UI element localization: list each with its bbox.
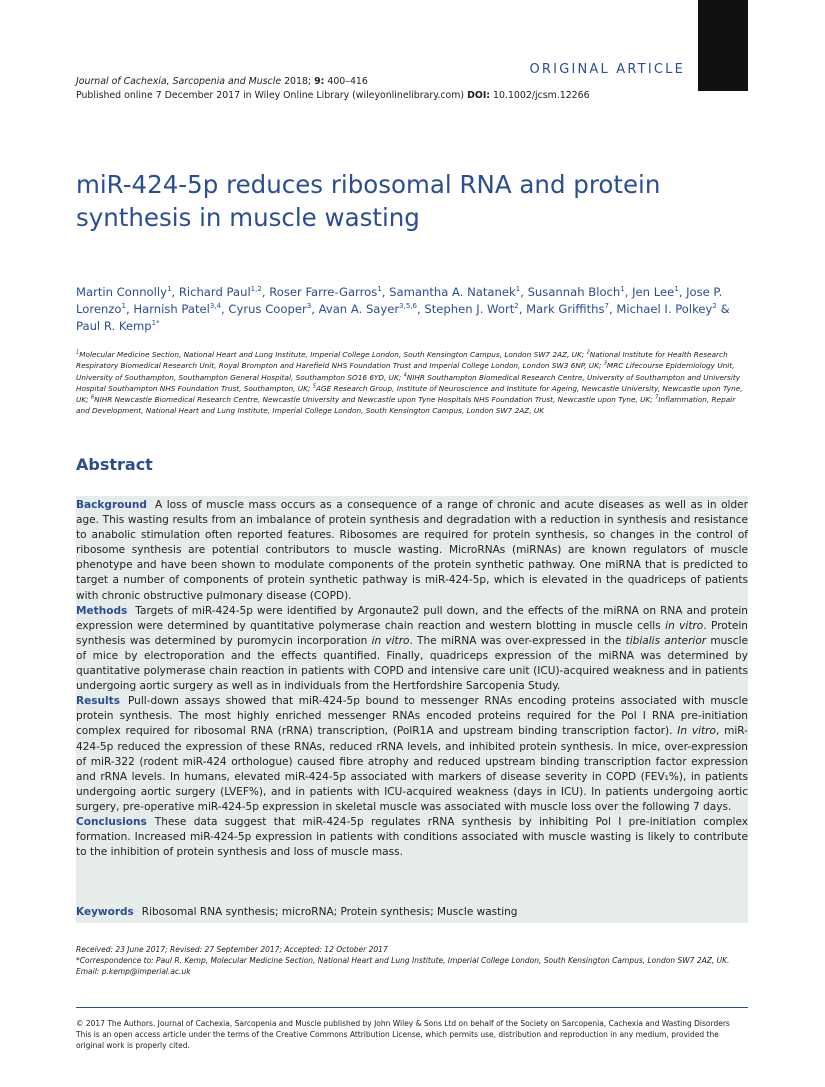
methods-invitro-2: in vitro xyxy=(371,634,410,647)
methods-tibialis: tibialis anterior xyxy=(625,634,707,647)
results-invitro: In vitro xyxy=(677,725,716,738)
author-name[interactable]: Stephen J. Wort$^2$ xyxy=(424,302,519,316)
author-affiliation-ref: 1,2 xyxy=(250,285,262,294)
journal-year: 2018; xyxy=(284,76,312,87)
methods-text-2: . Protein synthesis was determined by puromycin incorporation xyxy=(76,619,748,647)
corner-tab xyxy=(698,0,748,91)
affiliation-item: $^6$NIHR Newcastle Biomedical Research Centre, Newcastle University and Newcastle upon Tyne Hospitals NHS Foundation Trust, Newcastle upon Tyne, UK; xyxy=(90,394,653,405)
author-name[interactable]: Samantha A. Natanek$^1$ xyxy=(389,285,521,299)
author-name[interactable]: Harnish Patel$^{3,4}$ xyxy=(133,302,222,316)
author-affiliation-ref: 1 xyxy=(674,285,679,294)
abstract-heading: Abstract xyxy=(76,455,153,474)
results-text-1: Pull-down assays showed that miR-424-5p bound to messenger RNAs encoding proteins associated with muscle protein synthesis. The most highly enriched messenger RNAs encoded proteins required for the Pol I RNA pre-initiation complex required for ribosomal RNA (rRNA) transcription, (PolR1A and upstream binding transcription factor). xyxy=(76,695,748,738)
methods-label: Methods xyxy=(76,604,128,617)
author-affiliation-ref: 1 xyxy=(515,285,521,294)
author-name[interactable]: Mark Griffiths$^7$ xyxy=(526,302,609,316)
article-type-label: ORIGINAL ARTICLE xyxy=(529,62,685,77)
author-name[interactable]: Roser Farre-Garros$^1$ xyxy=(269,285,382,299)
background-text: A loss of muscle mass occurs as a consequence of a range of chronic and acute diseases as well as in older age. This wasting results from an imbalance of protein synthesis and degradation with a reduction in synthesis and resistance to anabolic stimulation often reported features. Ribosomes are required for protein synthesis, so changes in the control of ribosome synthesis are potential contributors to muscle wasting. MicroRNAs (miRNAs) are known regulators of muscle phenotype and have been shown to modulate components of the protein synthetic pathway. One miRNA that is predicted to target a number of components of protein synthetic pathway is miR-424-5p, which is elevated in the quadriceps of patients with chronic obstructive pulmonary disease (COPD). xyxy=(76,499,748,602)
conclusions-label: Conclusions xyxy=(76,815,147,828)
keywords-text: Ribosomal RNA synthesis; microRNA; Protein synthesis; Muscle wasting xyxy=(141,906,518,918)
author-affiliation-ref: 1 xyxy=(620,285,625,294)
author-name[interactable]: Cyrus Cooper$^3$ xyxy=(228,302,312,316)
affiliation-item: $^5$AGE Research Group, Institute of Neuroscience and Institute for Ageing, Newcastle University, Newcastle upon Tyne, UK; xyxy=(76,383,743,405)
keywords xyxy=(76,906,748,918)
author-affiliation-ref: 1 xyxy=(121,302,126,311)
author-affiliation-ref: 3 xyxy=(306,302,312,311)
methods-invitro-1: in vitro xyxy=(665,619,704,632)
journal-name: Journal of Cachexia, Sarcopenia and Muscle xyxy=(76,76,282,87)
author-affiliation-ref: 2 xyxy=(514,302,519,311)
copyright-footer xyxy=(76,1018,748,1052)
conclusions-text: These data suggest that miR-424-5p regulates rRNA synthesis by inhibiting Pol I pre-initiation complex formation. Increased miR-424-5p expression in patients with conditions associated with muscle wasting is likely to contribute to the inhibition of protein synthesis and loss of muscle mass. xyxy=(76,815,748,859)
author-affiliation-ref: 1 xyxy=(166,285,172,294)
abstract-methods xyxy=(76,604,748,695)
author-name[interactable]: Michael I. Polkey$^2$ xyxy=(616,302,717,316)
received-info xyxy=(76,944,748,978)
background-label: Background xyxy=(76,499,147,511)
copyright-line: © 2017 The Authors. Journal of Cachexia, Sarcopenia and Muscle published by John Wiley & Sons Ltd on behalf of the Society on Sarcopenia, Cachexia and Wasting Disorders xyxy=(76,1019,730,1028)
correspondence: *Correspondence to: Paul R. Kemp, Molecular Medicine Section, National Heart and Lung Institute, Imperial College London, South Kensington Campus, London SW7 2AZ, UK. Email: p.kemp@imperial.ac.uk xyxy=(76,956,730,977)
affiliation-item: $^3$MRC Lifecourse Epidemiology Unit, University of Southampton, Southampton General Hospital, Southampton SO16 6YD, UK; xyxy=(76,360,735,382)
author-name[interactable]: Paul R. Kemp$^{1*}$ xyxy=(76,319,160,333)
author-name[interactable]: Martin Connolly$^1$ xyxy=(76,285,172,299)
footer-divider xyxy=(76,1007,748,1008)
affiliation-item: $^7$Inflammation, Repair and Development, National Heart and Lung Institute, Imperial College London, South Kensington Campus, London SW7 2AZ, UK xyxy=(76,394,736,416)
author-name[interactable]: Jose P. Lorenzo$^1$ xyxy=(76,285,723,316)
author-affiliation-ref: 2 xyxy=(712,302,717,311)
keywords-label: Keywords xyxy=(76,906,134,918)
article-title: miR-424-5p reduces ribosomal RNA and protein synthesis in muscle wasting xyxy=(76,170,661,232)
author-name[interactable]: Richard Paul$^{1,2}$ xyxy=(178,285,262,299)
affiliations xyxy=(76,349,748,417)
results-label: Results xyxy=(76,695,120,708)
doi-link[interactable]: 10.1002/jcsm.12266 xyxy=(493,90,590,101)
doi-label: DOI: xyxy=(467,90,491,101)
affiliation-item: $^4$NIHR Southampton Biomedical Research Centre, University of Southampton and University Hospital Southampton NHS Foundation Trust, Southampton, UK; xyxy=(76,372,741,393)
author-affiliation-ref: 1* xyxy=(151,319,160,328)
author-list: Martin Connolly$^1$, Richard Paul$^{1,2}$, Roser Farre-Garros$^1$, Samantha A. Natanek$^1$, Susannah Bloch$^1$, Jen Lee$^1$, Jose P. Lorenzo$^1$, Harnish Patel$^{3,4}$, Cyrus Cooper$^3$, Avan A. Sayer$^{3,5,6}$, Stephen J. Wort$^2$, Mark Griffiths$^7$, Michael I. Polkey$^2$ & Paul R. Kemp$^{1*}$ xyxy=(76,285,730,333)
abstract-results xyxy=(76,694,748,815)
abstract-background xyxy=(76,498,748,604)
results-text-2: , miR-424-5p reduced the expression of these RNAs, reduced rRNA levels, and inhibited protein synthesis. In mice, over-expression of miR-322 (rodent miR-424 orthologue) caused fibre atrophy and reduced upstream binding transcription factor expression and rRNA levels. In humans, elevated miR-424-5p associated with markers of disease severity in COPD (FEV₁%), in patients undergoing aortic surgery (LVEF%), and in patients with ICU-acquired weakness (days in ICU). In patients undergoing aortic surgery, pre-operative miR-424-5p expression in skeletal muscle was associated with muscle loss over the following 7 days. xyxy=(76,725,748,813)
author-affiliation-ref: 3,4 xyxy=(209,302,222,311)
journal-volume: 9: xyxy=(314,76,325,87)
author-name[interactable]: Avan A. Sayer$^{3,5,6}$ xyxy=(318,302,417,316)
methods-text-4: muscle of mice by electroporation and the effects quantified. Finally, quadriceps expression of the miRNA was determined by quantitative polymerase chain reaction in patients with COPD and intensive care unit (ICU)-acquired weakness and in patients undergoing aortic surgery as well as in individuals from the Hertfordshire Sarcopenia Study. xyxy=(76,634,748,693)
author-affiliation-ref: 3,5,6 xyxy=(399,302,417,311)
methods-text-3: . The miRNA was over-expressed in the xyxy=(409,634,622,647)
journal-pages: 400–416 xyxy=(327,76,368,87)
journal-citation xyxy=(76,75,590,103)
published-line: Published online 7 December 2017 in Wiley Online Library (wileyonlinelibrary.com) xyxy=(76,90,465,101)
affiliation-item: $^1$Molecular Medicine Section, National Heart and Lung Institute, Imperial College London, South Kensington Campus, London SW7 2AZ, UK; xyxy=(76,349,585,359)
methods-text-1: Targets of miR-424-5p were identified by Argonaute2 pull down, and the effects of the miRNA on RNA and protein expression were determined by quantitative polymerase chain reaction and western blotting in muscle cells xyxy=(76,604,748,632)
abstract-conclusions xyxy=(76,815,748,860)
author-affiliation-ref: 1 xyxy=(377,285,382,294)
received-dates: Received: 23 June 2017; Revised: 27 September 2017; Accepted: 12 October 2017 xyxy=(76,945,388,954)
affiliation-item: $^2$National Institute for Health Research Respiratory Biomedical Research Unit, Royal Brompton and Harefield NHS Foundation Trust and Imperial College London, London SW3 6NP, UK; xyxy=(76,349,728,371)
license-line: This is an open access article under the terms of the Creative Commons Attribution License, which permits use, distribution and reproduction in any medium, provided the original work is properly cited. xyxy=(76,1030,719,1051)
abstract-text xyxy=(76,498,748,860)
author-name[interactable]: Susannah Bloch$^1$ xyxy=(527,285,625,299)
author-affiliation-ref: 7 xyxy=(604,302,609,311)
author-name[interactable]: Jen Lee$^1$ xyxy=(632,285,679,299)
